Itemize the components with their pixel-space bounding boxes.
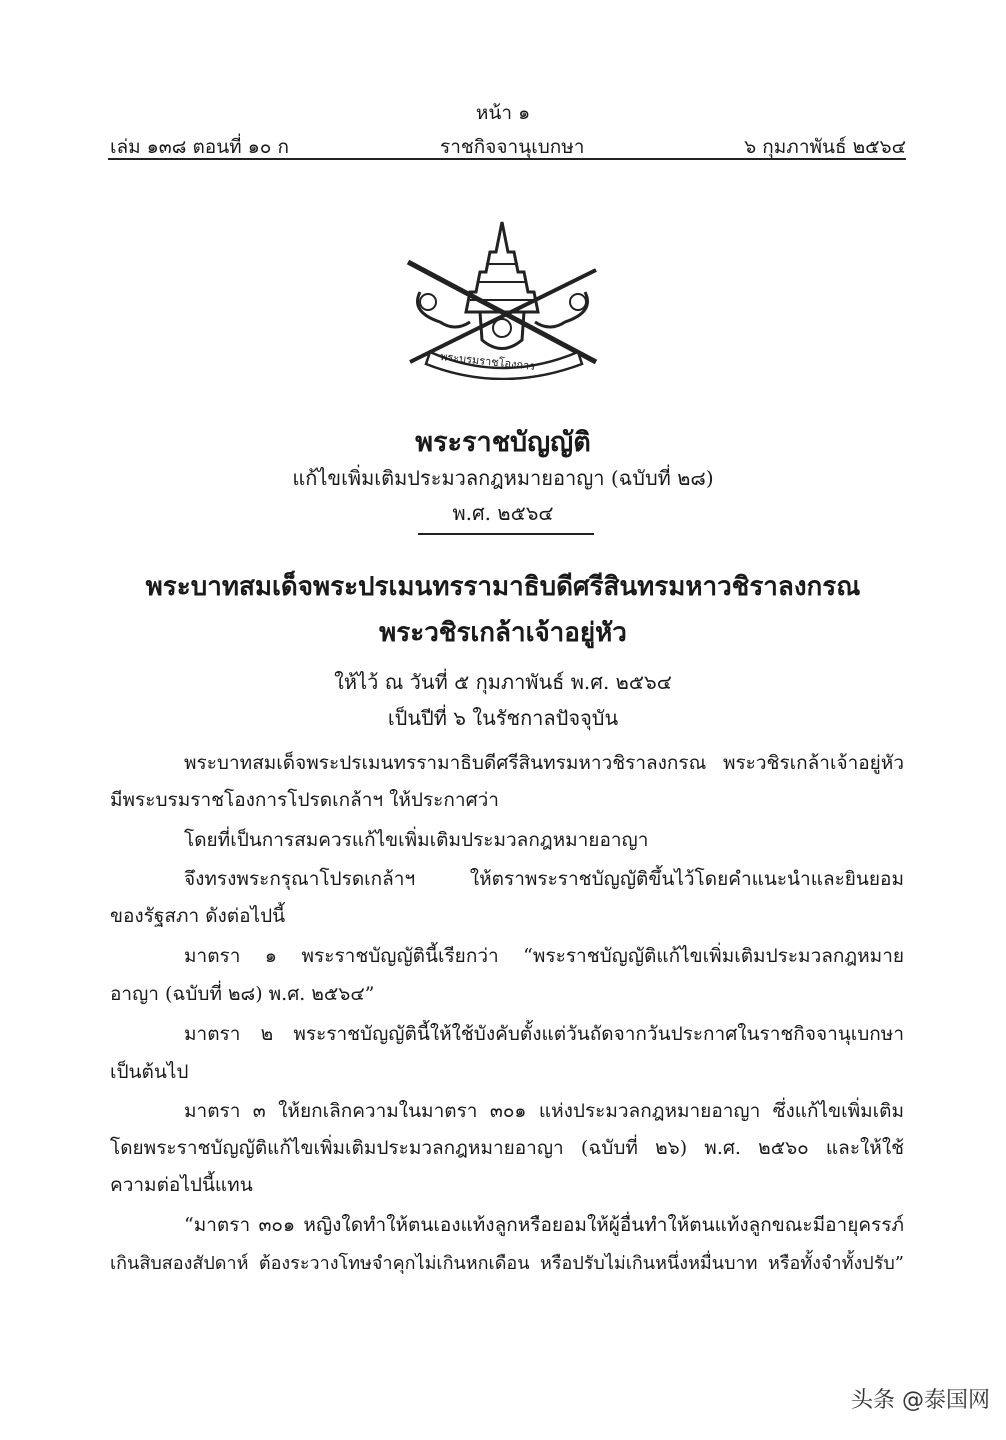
title-divider [418,533,594,535]
section-2-line: มาตรา ๒ พระราชบัญญัตินี้ให้ใช้บังคับตั้งแต่วันถัดจากวันประกาศในราชกิจจานุเบกษา [184,1023,904,1045]
section-3-line: ความต่อไปนี้แทน [110,1174,253,1196]
section-301-line: เกินสิบสองสัปดาห์ ต้องระวางโทษจำคุกไม่เกินหกเดือน หรือปรับไม่เกินหนึ่งหมื่นบาท หรือทั้งจำทั้งปรับ” [110,1253,904,1274]
gazette-volume: เล่ม ๑๓๘ ตอนที่ ๑๐ ก [110,136,289,158]
reign-year: เป็นปีที่ ๖ ในรัชกาลปัจจุบัน [387,706,619,730]
section-3-line: มาตรา ๓ ให้ยกเลิกความในมาตรา ๓๐๑ แห่งประมวลกฎหมายอาญา ซึ่งแก้ไขเพิ่มเติม [184,1100,904,1122]
section-301-line: “มาตรา ๓๐๑ หญิงใดทำให้ตนเองแท้งลูกหรือยอมให้ผู้อื่นทำให้ตนแท้งลูกขณะมีอายุครรภ์ [184,1214,904,1236]
act-subtitle: แก้ไขเพิ่มเติมประมวลกฎหมายอาญา (ฉบับที่ ๒๘) [292,466,714,490]
emblem-ribbon-text: พระบรมราชโองการ [439,350,536,373]
act-year: พ.ศ. ๒๕๖๔ [452,501,554,525]
source-watermark: 头条 @泰国网 [851,1388,990,1413]
gazette-date: ๖ กุมภาพันธ์ ๒๕๖๔ [744,136,906,158]
king-name-line1: พระบาทสมเด็จพระปรเมนทรรามาธิบดีศรีสินทรมหาวชิราลงกรณ [145,572,861,602]
section-3-line: โดยพระราชบัญญัติแก้ไขเพิ่มเติมประมวลกฎหมายอาญา (ฉบับที่ ๒๖) พ.ศ. ๒๕๖๐ และให้ใช้ [110,1137,904,1159]
page-number: หน้า ๑ [475,102,531,124]
section-2-line: เป็นต้นไป [110,1061,189,1083]
header-divider [108,158,906,160]
section-1-line: อาญา (ฉบับที่ ๒๘) พ.ศ. ๒๕๖๔” [110,983,375,1005]
body-line: โดยที่เป็นการสมควรแก้ไขเพิ่มเติมประมวลกฎหมายอาญา [184,829,649,851]
body-line: มีพระบรมราชโองการโปรดเกล้าฯ ให้ประกาศว่า [110,789,499,811]
section-1-line: มาตรา ๑ พระราชบัญญัตินี้เรียกว่า “พระราชบัญญัติแก้ไขเพิ่มเติมประมวลกฎหมาย [184,945,904,967]
body-line: พระบาทสมเด็จพระปรเมนทรรามาธิบดีศรีสินทรมหาวชิราลงกรณ พระวชิรเกล้าเจ้าอยู่หัว [184,752,904,774]
body-line: ของรัฐสภา ดังต่อไปนี้ [110,905,286,927]
act-title: พระราชบัญญัติ [415,427,591,458]
given-date: ให้ไว้ ณ วันที่ ๕ กุมภาพันธ์ พ.ศ. ๒๕๖๔ [334,670,672,694]
gazette-name: ราชกิจจานุเบกษา [440,136,585,158]
body-line: จึงทรงพระกรุณาโปรดเกล้าฯ ให้ตราพระราชบัญญัติขึ้นไว้โดยคำแนะนำและยินยอม [184,868,904,890]
king-name-line2: พระวชิรเกล้าเจ้าอยู่หัว [379,618,627,648]
